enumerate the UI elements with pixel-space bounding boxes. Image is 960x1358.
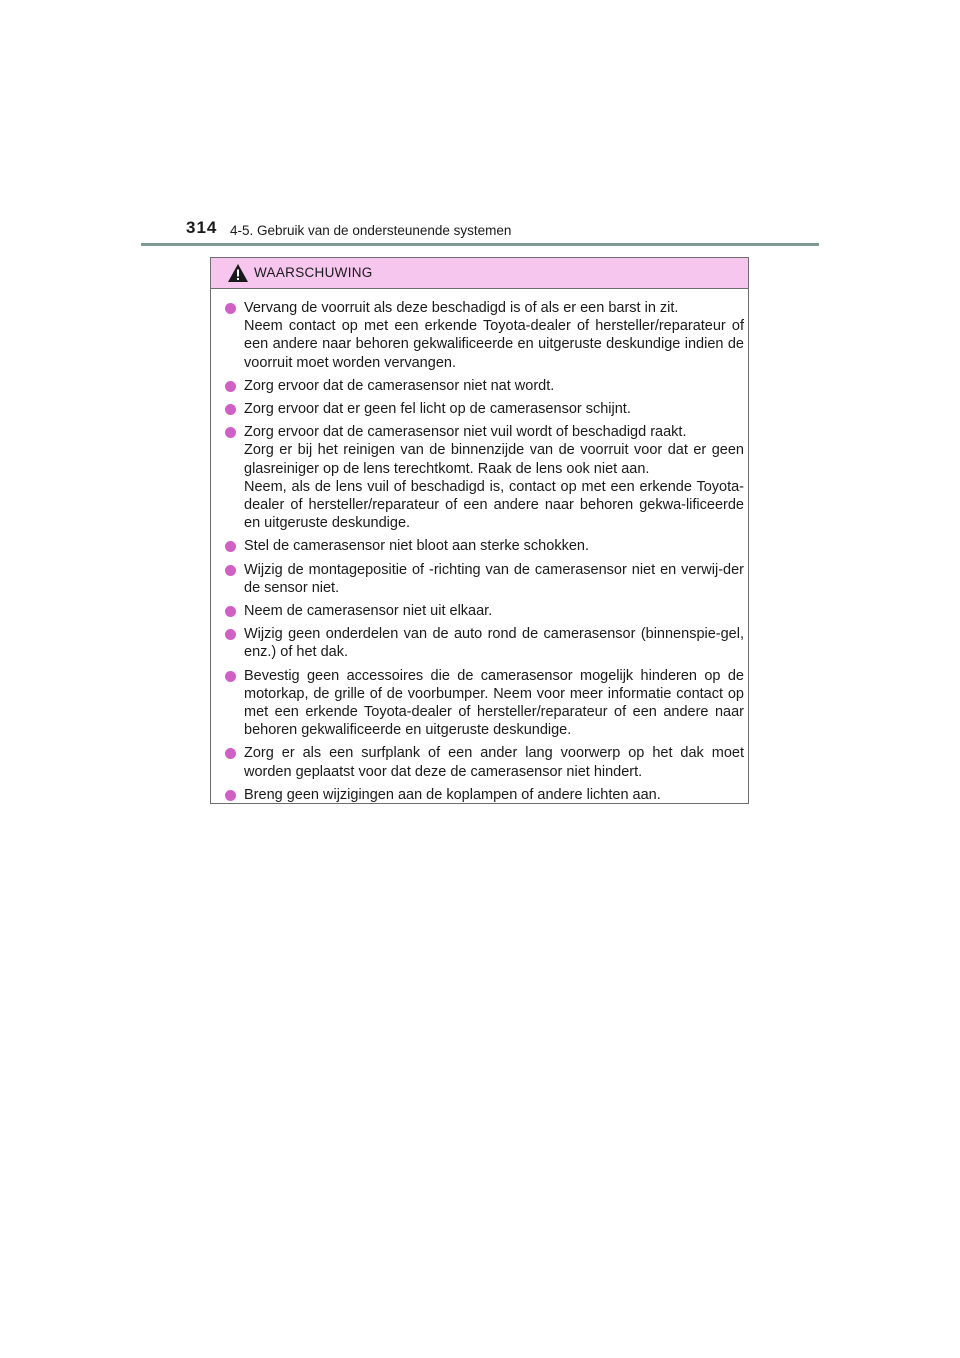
warning-item-text: Zorg er bij het reinigen van de binnenzijde van de voorruit voor dat er geen glasreiniger op de lens terechtkomt. Raak de lens ook niet aan.	[244, 442, 744, 477]
warning-item-text: Stel de camerasensor niet bloot aan sterke schokken.	[244, 538, 589, 555]
bullet-dot-icon	[225, 404, 236, 415]
bullet-dot-icon	[225, 606, 236, 617]
warning-item-text: Wijzig geen onderdelen van de auto rond de camerasensor (binnenspie-gel, enz.) of het dak.	[244, 626, 744, 661]
warning-box	[210, 257, 749, 804]
warning-header	[211, 258, 748, 289]
bullet-dot-icon	[225, 427, 236, 438]
warning-item-text: Neem, als de lens vuil of beschadigd is, contact op met een erkende Toyota-dealer of hersteller/reparateur of een andere naar behoren gekwa-lificeerde en uitgeruste deskundige.	[244, 478, 744, 532]
warning-item-text: Zorg ervoor dat er geen fel licht op de camerasensor schijnt.	[244, 401, 631, 418]
bullet-dot-icon	[225, 303, 236, 314]
warning-item	[224, 744, 744, 780]
warning-item-text: Vervang de voorruit als deze beschadigd is of als er een barst in zit.	[244, 300, 679, 316]
warning-item-text: Breng geen wijzigingen aan de koplampen of andere lichten aan.	[244, 786, 661, 803]
header-divider	[141, 243, 819, 246]
warning-item-text: Wijzig de montagepositie of -richting van de camerasensor niet en verwij-der de sensor niet.	[244, 561, 744, 596]
warning-triangle-icon	[227, 263, 249, 283]
warning-item	[224, 377, 744, 395]
section-title: 4-5. Gebruik van de ondersteunende systemen	[230, 223, 512, 238]
warning-item	[224, 400, 744, 418]
warning-item-text: Zorg ervoor dat de camerasensor niet vuil wordt of beschadigd raakt.	[244, 424, 687, 441]
warning-item	[224, 625, 744, 661]
warning-item	[224, 561, 744, 597]
warning-item	[224, 537, 744, 555]
bullet-dot-icon	[225, 629, 236, 640]
warning-item-text: Bevestig geen accessoires die de camerasensor mogelijk hinderen op de motorkap, de grille of de voorbumper. Neem voor meer informatie contact op met een erkende Toyota-dealer of hersteller/reparateur of een andere naar behoren gekwalificeerde en uitgeruste deskundige.	[244, 667, 744, 739]
bullet-dot-icon	[225, 790, 236, 801]
bullet-dot-icon	[225, 541, 236, 552]
bullet-dot-icon	[225, 748, 236, 759]
bullet-dot-icon	[225, 671, 236, 682]
warning-title: WAARSCHUWING	[254, 265, 373, 280]
warning-item-text: Zorg ervoor dat de camerasensor niet nat wordt.	[244, 377, 555, 394]
warning-item-text: Neem contact op met een erkende Toyota-dealer of hersteller/reparateur of een andere naar behoren gekwalificeerde en uitgeruste deskundige indien de voorruit moet worden vervangen.	[244, 318, 744, 371]
warning-item	[224, 602, 744, 620]
warning-item	[224, 786, 744, 804]
page-number: 314	[186, 218, 218, 237]
bullet-dot-icon	[225, 381, 236, 392]
warning-list	[224, 299, 744, 809]
bullet-dot-icon	[225, 565, 236, 576]
warning-item-text: Neem de camerasensor niet uit elkaar.	[244, 603, 493, 620]
warning-item	[224, 299, 744, 372]
warning-item-text: Zorg er als een surfplank of een ander lang voorwerp op het dak moet worden geplaatst voor dat deze de camerasensor niet hindert.	[244, 745, 744, 780]
warning-item	[224, 423, 744, 532]
warning-item	[224, 667, 744, 740]
